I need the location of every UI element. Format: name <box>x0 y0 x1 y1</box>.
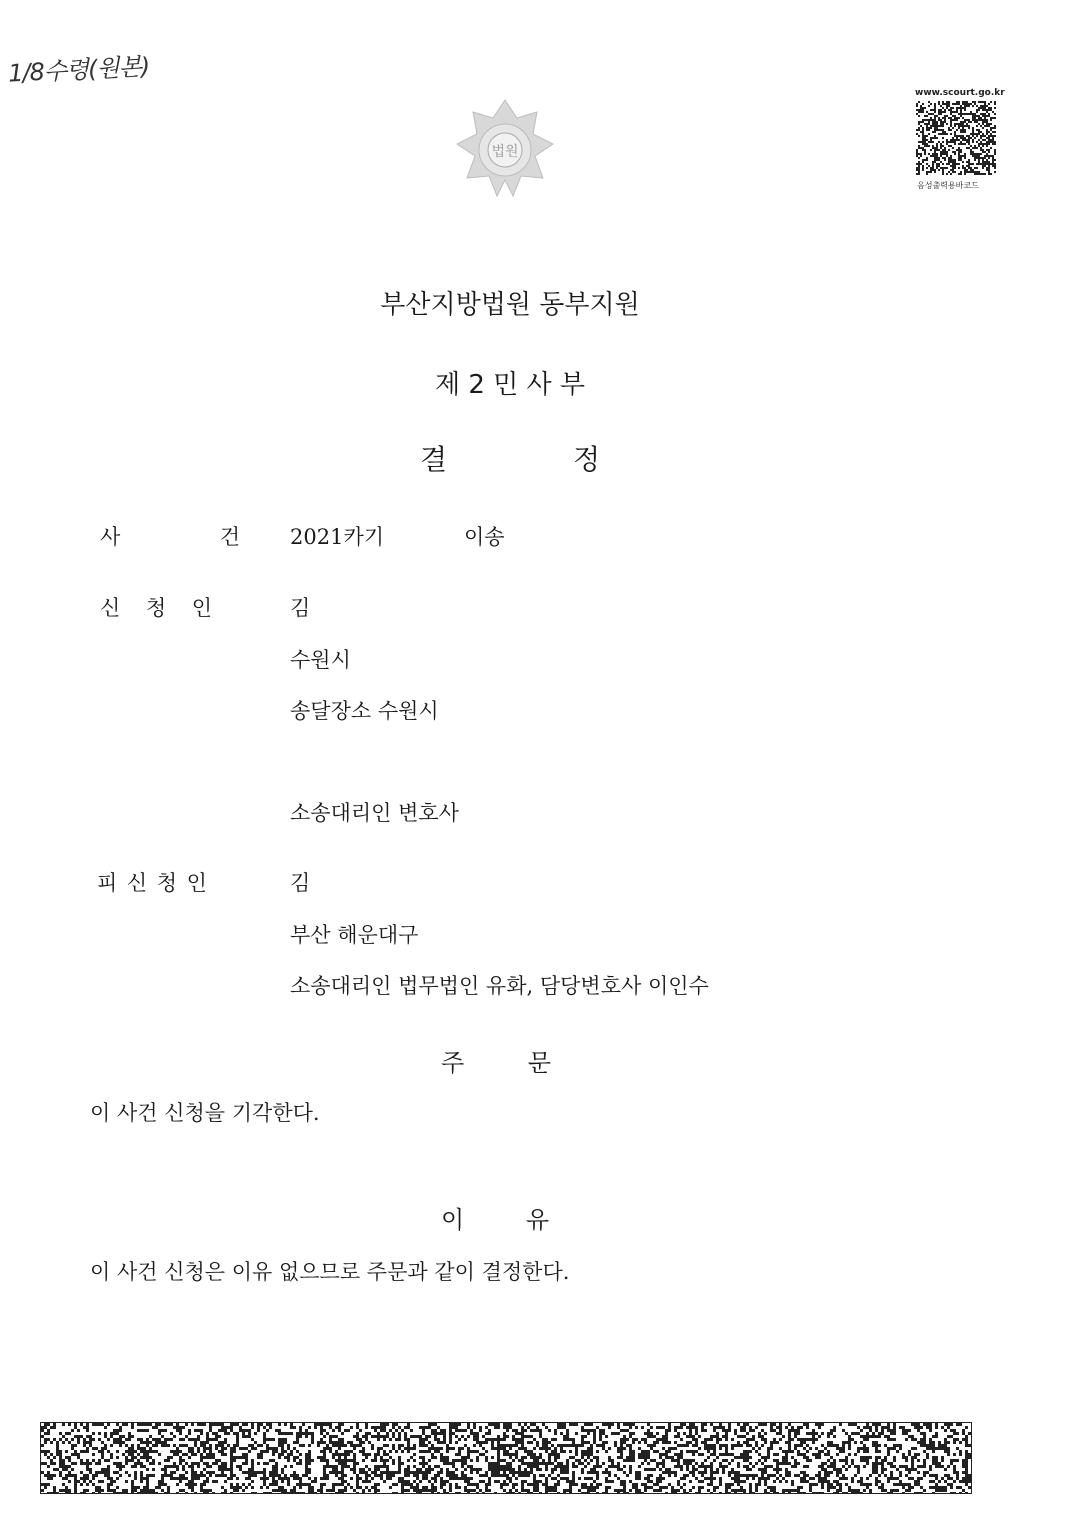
handwritten-note: 1/8수령(원본) <box>7 52 150 88</box>
division-name: 제 2 민 사 부 <box>434 370 586 400</box>
reason-text: 이 사건 신청은 이유 없으므로 주문과 같이 결정한다. <box>90 1260 570 1284</box>
applicant-service-address: 송달장소 수원시 <box>290 699 439 723</box>
qr-caption: 음성출력용바코드 <box>917 181 979 190</box>
order-heading: 주 문 <box>441 1049 551 1077</box>
title-char: 정 <box>572 443 600 476</box>
applicant-label: 신 청 인 <box>100 596 212 620</box>
respondent-label: 피 신 청 인 <box>97 871 207 895</box>
reason-heading: 이 유 <box>441 1206 549 1234</box>
document-title <box>420 438 600 478</box>
respondent-address: 부산 해운대구 <box>290 923 419 947</box>
court-name: 부산지방법원 동부지원 <box>380 290 640 320</box>
applicant-agent: 소송대리인 변호사 <box>290 801 459 825</box>
applicant-address: 수원시 <box>290 648 351 672</box>
title-char: 결 <box>420 443 448 476</box>
court-emblem-icon <box>455 98 555 198</box>
case-label: 사 건 <box>100 525 240 549</box>
respondent-agent: 소송대리인 법무법인 유화, 담당변호사 이인수 <box>290 974 709 998</box>
applicant-name: 김 <box>290 596 311 620</box>
case-number: 2021카기 <box>290 525 385 549</box>
qr-code-icon <box>915 100 997 176</box>
qr-url: www.scourt.go.kr <box>915 88 1005 98</box>
order-text: 이 사건 신청을 기각한다. <box>90 1101 320 1125</box>
respondent-name: 김 <box>290 871 311 895</box>
document-barcode-icon <box>40 1422 972 1494</box>
emblem-text: 법원 <box>491 144 519 160</box>
case-name: 이송 <box>464 525 505 549</box>
